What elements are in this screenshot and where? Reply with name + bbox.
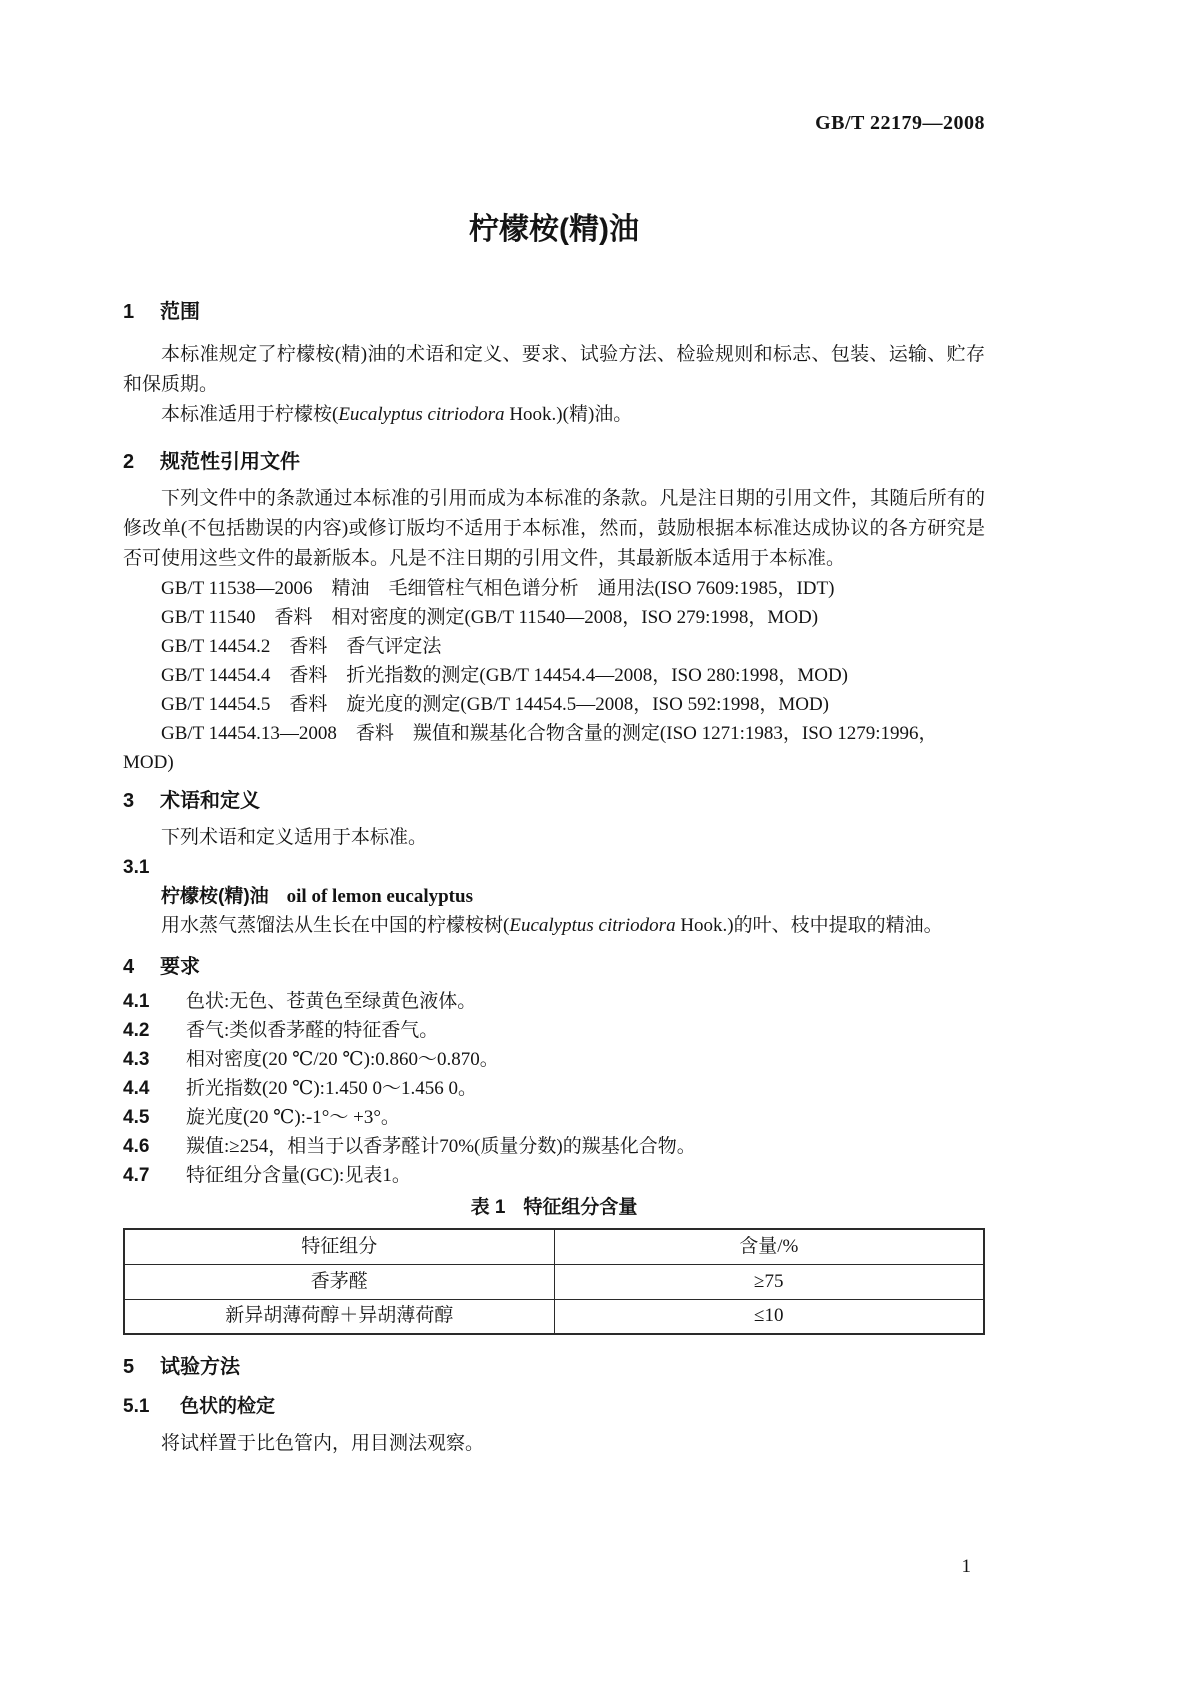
text-segment: 本标准适用于柠檬桉(: [161, 404, 339, 425]
table-1-caption: [123, 1196, 985, 1220]
clause-text: 旋光度(20 ℃):-1°～ +3°。: [186, 1107, 400, 1128]
table-caption-title: 特征组分含量: [523, 1197, 638, 1218]
clause-text: 折光指数(20 ℃):1.450 0～1.456 0。: [186, 1078, 477, 1099]
section-4-number: 4: [123, 956, 135, 978]
section-1-heading: [123, 300, 985, 324]
table-cell-component: 新异胡薄荷醇＋异胡薄荷醇: [124, 1299, 554, 1334]
clause-text: 香气:类似香茅醛的特征香气。: [186, 1020, 439, 1041]
latin-species-name: Eucalyptus citriodora: [509, 915, 676, 936]
reference-item: GB/T 11538—2006 精油 毛细管柱气相色谱分析 通用法(ISO 7609:1985，IDT): [161, 578, 835, 599]
reference-item: GB/T 11540 香料 相对密度的测定(GB/T 11540—2008，ISO 279:1998，MOD): [161, 607, 819, 628]
reference-item: GB/T 14454.5 香料 旋光度的测定(GB/T 14454.5—2008，ISO 592:1998，MOD): [161, 694, 830, 715]
table-row: [124, 1299, 984, 1334]
term-entry: [123, 882, 985, 911]
table-header-row: [124, 1229, 984, 1264]
clause-number: 4.2: [123, 1020, 150, 1041]
table-cell-component: 香茅醛: [124, 1264, 554, 1299]
term-english: oil of lemon eucalyptus: [286, 886, 473, 907]
clause-text: 特征组分含量(GC):见表1。: [186, 1165, 411, 1186]
clause-number: 4.5: [123, 1107, 150, 1128]
requirement-4-2: [123, 1016, 985, 1045]
section-5-heading: [123, 1355, 985, 1379]
section-3-number: 3: [123, 790, 135, 812]
section-2-number: 2: [123, 451, 135, 473]
test-method-paragraph: 将试样置于比色管内，用目测法观察。: [161, 1433, 485, 1454]
clause-text: 羰值:≥254，相当于以香茅醛计70%(质量分数)的羰基化合物。: [186, 1136, 696, 1157]
normative-references-paragraph: 下列文件中的条款通过本标准的引用而成为本标准的条款。凡是注日期的引用文件，其随后所有的修改单(不包括勘误的内容)或修订版均不适用于本标准，然而，鼓励根据本标准达成协议的各方研究是否可使用这些文件的最新版本。凡是不注日期的引用文件，其最新版本适用于本标准。: [123, 488, 985, 569]
clause-number: 4.4: [123, 1078, 150, 1099]
clause-text: 色状:无色、苍黄色至绿黄色液体。: [186, 991, 477, 1012]
reference-item: GB/T 14454.2 香料 香气评定法: [161, 636, 442, 657]
term-definition: [123, 911, 985, 941]
reference-item: GB/T 14454.4 香料 折光指数的测定(GB/T 14454.4—2008，ISO 280:1998，MOD): [161, 665, 849, 686]
standard-code: GB/T 22179—2008: [815, 112, 985, 134]
clause-number: 4.3: [123, 1049, 150, 1070]
latin-species-name: Eucalyptus citriodora: [338, 404, 505, 425]
table-header-content: 含量/%: [554, 1229, 984, 1264]
clause-number: 4.7: [123, 1165, 150, 1186]
table-header-component: 特征组分: [124, 1229, 554, 1264]
table-cell-value: ≥75: [554, 1264, 984, 1299]
clause-number: 4.1: [123, 991, 150, 1012]
requirement-4-6: [123, 1132, 985, 1161]
table-row: [124, 1264, 984, 1299]
section-5-1-heading: [123, 1395, 985, 1419]
requirement-4-4: [123, 1074, 985, 1103]
applicability-paragraph: [123, 400, 985, 430]
text-segment: 用水蒸气蒸馏法从生长在中国的柠檬桉树(: [161, 915, 510, 936]
section-2-heading: [123, 450, 985, 474]
term-clause-number: 3.1: [123, 857, 150, 878]
characteristic-components-table: [123, 1228, 985, 1335]
document-title: 柠檬桉(精)油: [469, 213, 639, 246]
section-5-number: 5: [123, 1356, 135, 1378]
text-segment: Hook.)的叶、枝中提取的精油。: [675, 915, 943, 936]
section-1-number: 1: [123, 301, 135, 323]
requirement-4-7: [123, 1161, 985, 1190]
section-5-1-title: 色状的检定: [180, 1396, 276, 1417]
section-4-heading: [123, 955, 985, 979]
clause-number: 4.6: [123, 1136, 150, 1157]
section-1-title: 范围: [160, 301, 200, 323]
section-4-title: 要求: [160, 956, 200, 978]
scope-paragraph: 本标准规定了柠檬桉(精)油的术语和定义、要求、试验方法、检验规则和标志、包装、运输、贮存和保质期。: [123, 344, 985, 395]
table-cell-value: ≤10: [554, 1299, 984, 1334]
requirement-4-1: [123, 987, 985, 1016]
table-caption-label: 表 1: [470, 1197, 506, 1218]
section-5-1-number: 5.1: [123, 1396, 150, 1417]
section-5-title: 试验方法: [160, 1356, 240, 1378]
clause-text: 相对密度(20 ℃/20 ℃):0.860～0.870。: [186, 1049, 499, 1070]
requirement-4-5: [123, 1103, 985, 1132]
terms-intro-paragraph: 下列术语和定义适用于本标准。: [161, 827, 428, 848]
section-3-title: 术语和定义: [160, 790, 260, 812]
page-number: 1: [961, 1556, 971, 1577]
text-segment: Hook.)(精)油。: [504, 404, 633, 425]
section-3-heading: [123, 789, 985, 813]
requirement-4-3: [123, 1045, 985, 1074]
term-chinese: 柠檬桉(精)油: [161, 886, 269, 907]
reference-item: GB/T 14454.13—2008 香料 羰值和羰基化合物含量的测定(ISO 1271:1983，ISO 1279:1996，MOD): [123, 723, 938, 773]
section-2-title: 规范性引用文件: [160, 451, 300, 473]
document-body: [123, 300, 985, 1459]
